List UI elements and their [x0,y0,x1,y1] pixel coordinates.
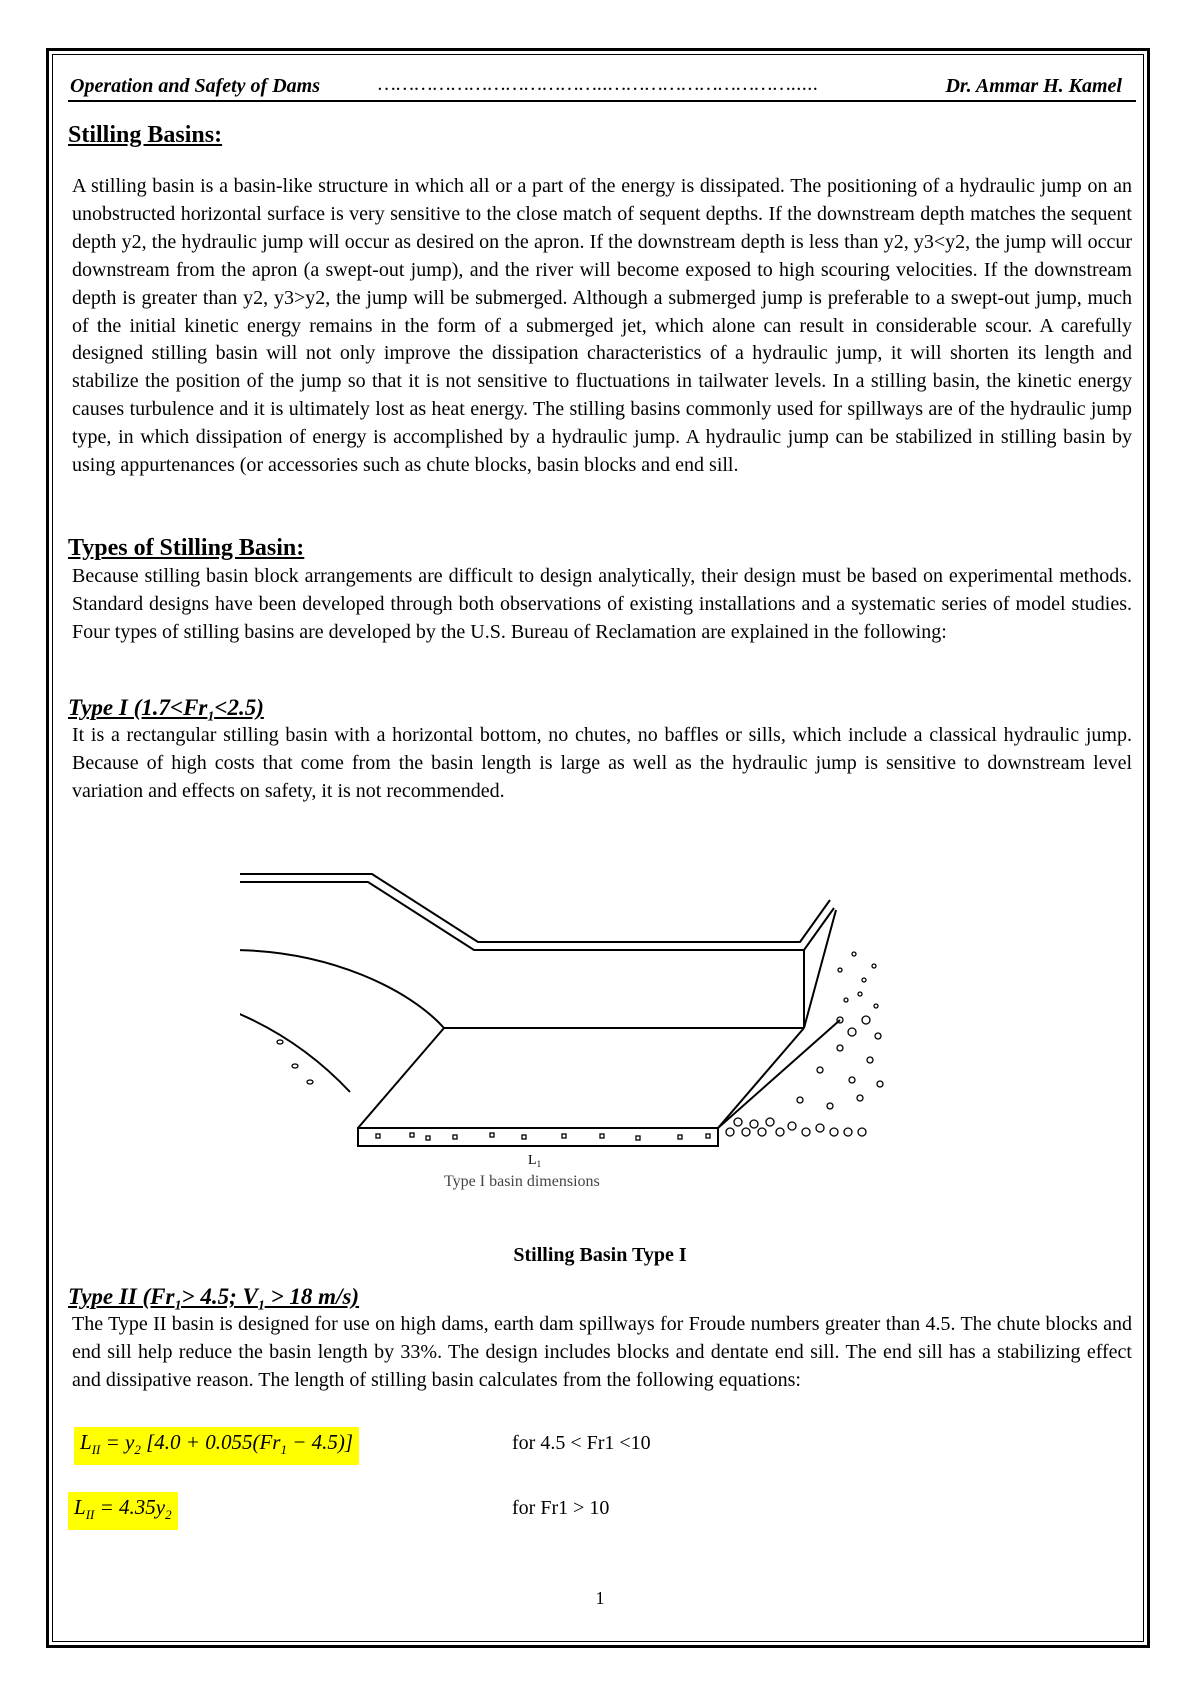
type2-heading [68,1284,359,1315]
figure-gravel [277,952,883,1140]
type2-heading-prefix: Type II (Fr [68,1284,175,1309]
figure-basin-right [718,1028,804,1128]
section-title-types: Types of Stilling Basin: [68,535,305,561]
type2-heading-mid: > 4.5; V [181,1284,258,1309]
type1-basin-figure [240,870,960,1240]
figure-inner-caption: Type I basin dimensions [444,1173,600,1190]
page-header [68,72,1136,102]
equation-condition-2: for Fr1 > 10 [512,1497,610,1519]
figure-chute-lower-curve [240,1010,350,1092]
equation-lii-range: $L_{II} = y_2$ $[4.0 + 0.055(Fr_1 - 4.5)]$ [74,1427,359,1465]
section-title-stilling-basins: Stilling Basins: [68,122,223,148]
equation-condition-1: for 4.5 < Fr1 <10 [512,1432,651,1454]
stilling-basins-paragraph: A stilling basin is a basin-like structure in which all or a part of the energy is dissipated. The positioning of a hydraulic jump on an unobstructed horizontal surface is very sensitive to the close match of sequent depths. If the downstream depth matches the sequent depth y2, the hydraulic jump will occur as desired on the apron. If the downstream depth is less than y2, y3<y2, the jump will occur downstream from the apron (a swept-out jump), and the river will become exposed to high scouring velocities. If the downstream depth is greater than y2, y3>y2, the jump will be submerged. Although a submerged jump is preferable to a swept-out jump, much of the initial kinetic energy remains in the form of a submerged jet, which alone can result in considerable scour. A carefully designed stilling basin will not only improve the dissipation characteristics of a hydraulic jump, it will shorten its length and stabilize the position of the jump so that it is not sensitive to fluctuations in tailwater levels. In a stilling basin, the kinetic energy causes turbulence and it is ultimately lost as heat energy. The stilling basins commonly used for spillways are of the hydraulic jump type, in which dissipation of energy is accomplished by a hydraulic jump. A hydraulic jump can be stabilized in stilling basin by using appurtenances (or accessories such as chute blocks, basin blocks and end sill. [72,175,1132,477]
type1-heading [68,695,264,726]
figure-top-wall [240,874,830,942]
type2-paragraph: The Type II basin is designed for use on high dams, earth dam spillways for Froude numbers greater than 4.5. The chute blocks and end sill help reduce the basin length by 33%. The design includes blocks and dentate end sill. The end sill has a stabilizing effect and dissipative reason. The length of stilling basin calculates from the following equations: [72,1313,1132,1391]
figure-length-label: $L_1$ [528,1153,542,1169]
type1-heading-sub: 1 [207,709,215,725]
type2-heading-suffix: > 18 m/s) [264,1284,360,1309]
type1-heading-suffix: <2.5) [214,695,264,720]
figure-caption-type1: Stilling Basin Type I [513,1244,687,1266]
type2-heading-sub1: 1 [174,1298,182,1314]
type1-heading-prefix: Type I (1.7<Fr [68,695,208,720]
header-author: Dr. Ammar H. Kamel [945,75,1122,97]
header-course-title: Operation and Safety of Dams [70,75,320,97]
equation-lii-high: $L_{II} = 4.35y_2$ [68,1492,178,1530]
page-number: 1 [595,1588,605,1608]
types-paragraph: Because stilling basin block arrangements are difficult to design analytically, their design must be based on experimental methods. Standard designs have been developed through both observations of existing installations and a systematic series of model studies. Four types of stilling basins are developed by the U.S. Bureau of Reclamation are explained in the following: [72,565,1132,643]
type1-paragraph: It is a rectangular stilling basin with a horizontal bottom, no chutes, no baffles or sills, which include a classical hydraulic jump. Because of high costs that come from the basin length is large as well as the hydraulic jump is sensitive to downstream level variation and effects on safety, it is not recommended. [72,724,1132,802]
header-dot-leader: ………………………………..…………………………..... [378,73,819,95]
figure-chute-curve [240,950,444,1028]
figure-top-wall-inner [240,882,834,950]
figure-bank-line [718,1020,840,1128]
type2-heading-sub2: 1 [257,1298,265,1314]
figure-basin-left [358,1028,444,1128]
